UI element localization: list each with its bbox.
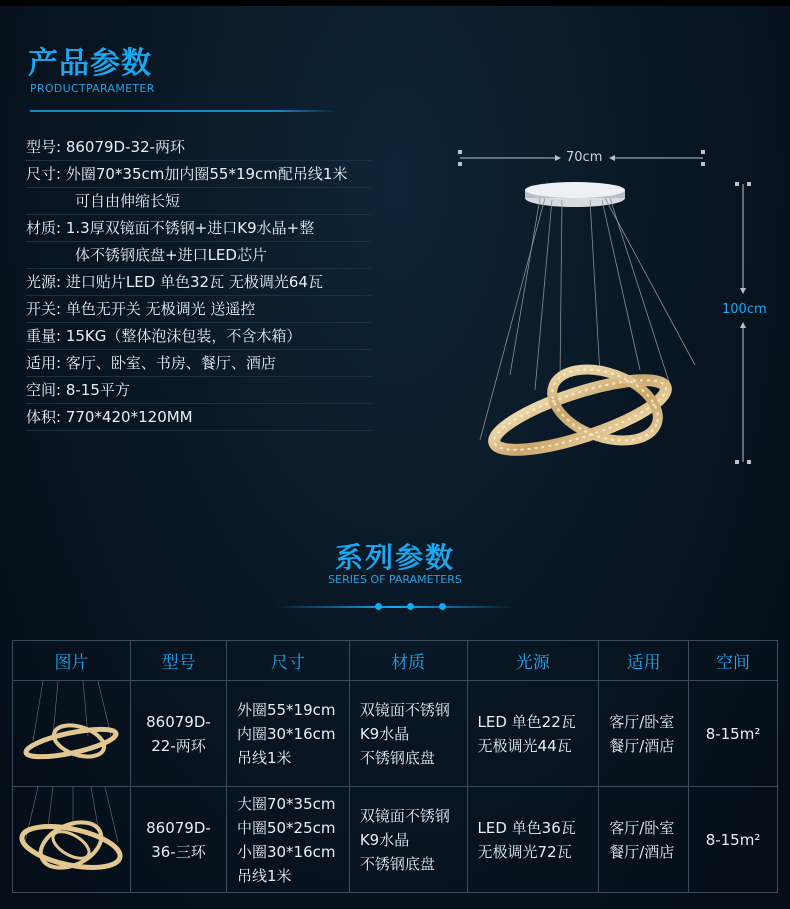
section-title: 产品参数 [28, 46, 152, 81]
section-subtitle: PRODUCTPARAMETER [30, 82, 155, 95]
spec-row [26, 350, 371, 377]
spec-label: 尺寸: [26, 165, 62, 183]
series-subtitle: SERIES OF PARAMETERS [328, 573, 462, 586]
two-ring-chandelier-image [13, 681, 129, 779]
spec-value: 客厅、卧室、书房、餐厅、酒店 [65, 354, 276, 372]
row-light: LED 单色22瓦 无极调光44瓦 [467, 681, 599, 787]
spec-value: 进口贴片LED 单色32瓦 无极调光64瓦 [65, 273, 323, 291]
row-image-cell [13, 787, 131, 893]
height-dimension-label: 100cm [722, 302, 767, 317]
row-light: LED 单色36瓦 无极调光72瓦 [467, 787, 599, 893]
spec-label: 光源: [26, 273, 62, 291]
header-model: 型号 [130, 641, 226, 681]
row-size: 外圈55*19cm 内圈30*16cm 吊线1米 [226, 681, 349, 787]
height-dimension-line [730, 178, 760, 468]
spec-row [26, 296, 371, 323]
spec-row [26, 323, 371, 350]
series-title: 系列参数 [334, 541, 455, 574]
row-usage: 客厅/卧室 餐厅/酒店 [599, 681, 689, 787]
table-row [13, 681, 778, 787]
decor-dot [407, 603, 414, 610]
spec-row [26, 377, 371, 404]
title-underline [30, 110, 338, 112]
row-material: 双镜面不锈钢 K9水晶 不锈钢底盘 [349, 681, 467, 787]
row-image-cell [13, 681, 131, 787]
spec-row [26, 269, 371, 296]
table-row [13, 787, 778, 893]
spec-value: 外圈70*35cm加内圈55*19cm配吊线1米 [65, 165, 348, 183]
spec-row [26, 242, 371, 269]
spec-value: 可自由伸缩长短 [75, 192, 181, 210]
spec-label: 体积: [26, 408, 62, 426]
spec-row [26, 215, 371, 242]
series-underline [275, 606, 515, 608]
header-space: 空间 [689, 641, 778, 681]
header-usage: 适用 [599, 641, 689, 681]
width-dimension-label: 70cm [566, 150, 603, 165]
header-image: 图片 [13, 641, 131, 681]
series-table [12, 640, 778, 893]
spec-label: 开关: [26, 300, 62, 318]
spec-row [26, 404, 371, 431]
row-usage: 客厅/卧室 餐厅/酒店 [599, 787, 689, 893]
spec-value: 15KG（整体泡沫包装，不含木箱） [65, 327, 302, 345]
spec-label: 适用: [26, 354, 62, 372]
top-border [0, 0, 790, 6]
spec-value: 体不锈钢底盘+进口LED芯片 [75, 246, 267, 264]
spec-label: 重量: [26, 327, 62, 345]
header-light: 光源 [467, 641, 599, 681]
row-space: 8-15m² [689, 787, 778, 893]
decor-dot [375, 603, 382, 610]
spec-label: 型号: [26, 138, 62, 156]
row-space: 8-15m² [689, 681, 778, 787]
header-material: 材质 [349, 641, 467, 681]
spec-label: 空间: [26, 381, 62, 399]
spec-value: 770*420*120MM [65, 408, 193, 426]
row-model: 86079D- 36-三环 [130, 787, 226, 893]
spec-value: 86079D-32-两环 [65, 138, 186, 156]
spec-value: 8-15平方 [65, 381, 130, 399]
spec-row [26, 161, 371, 188]
spec-list [26, 134, 371, 431]
spec-value: 单色无开关 无极调光 送遥控 [65, 300, 256, 318]
row-material: 双镜面不锈钢 K9水晶 不锈钢底盘 [349, 787, 467, 893]
three-ring-chandelier-image [13, 787, 129, 885]
spec-label: 材质: [26, 219, 62, 237]
decor-dot [439, 603, 446, 610]
table-header-row [13, 641, 778, 681]
header-size: 尺寸 [226, 641, 349, 681]
spec-row [26, 134, 371, 161]
spec-value: 1.3厚双镜面不锈钢+进口K9水晶+整 [65, 219, 315, 237]
row-model: 86079D- 22-两环 [130, 681, 226, 787]
spec-row [26, 188, 371, 215]
row-size: 大圈70*35cm 中圈50*25cm 小圈30*16cm 吊线1米 [226, 787, 349, 893]
